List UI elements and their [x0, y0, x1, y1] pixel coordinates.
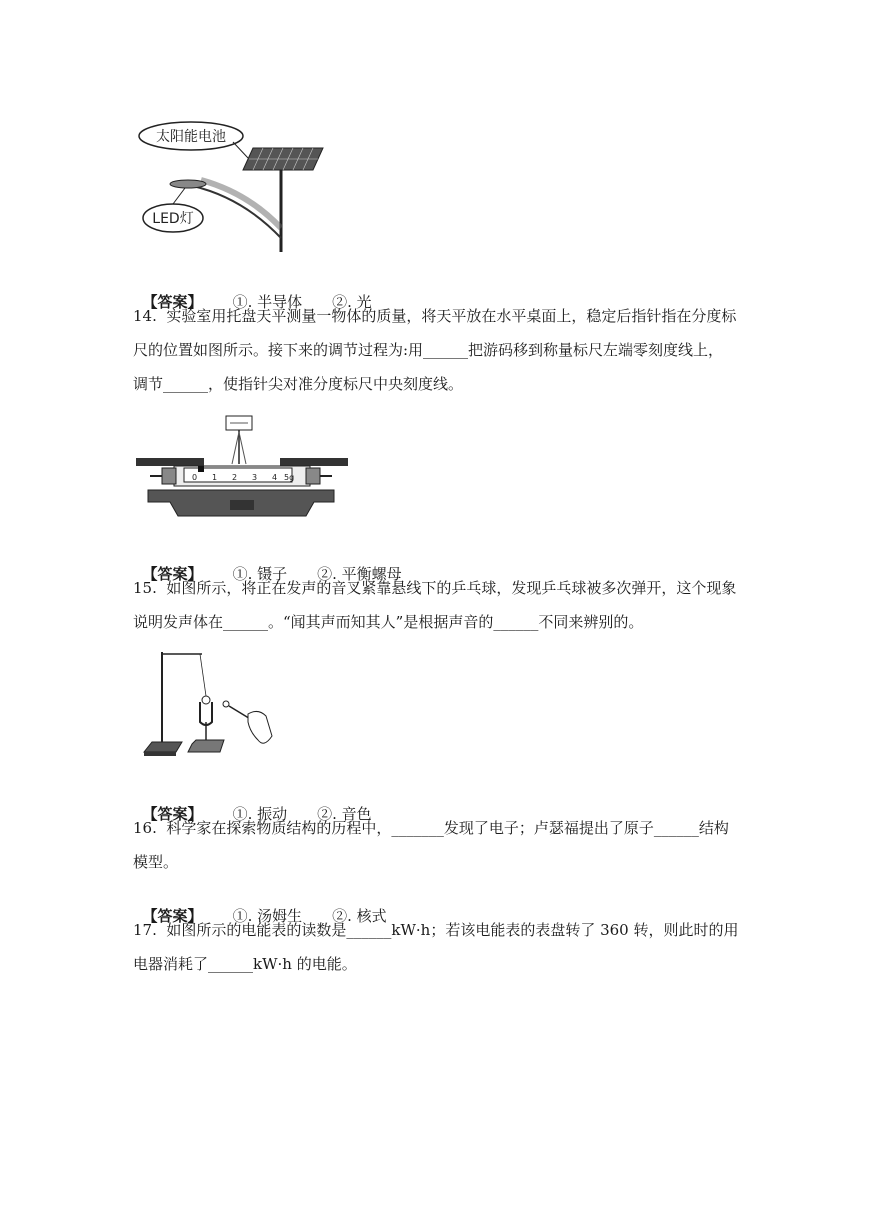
scale-tick: 0	[192, 473, 198, 482]
q14-line-1: 14. 实验室用托盘天平测量一物体的质量，将天平放在水平桌面上，稳定后指针指在分度标	[133, 307, 737, 325]
q17-line-1: 17. 如图所示的电能表的读数是______kW·h；若该电能表的表盘转了 360 转，则此时的用	[133, 921, 739, 939]
answer-1: ①. 汤姆生	[232, 907, 303, 925]
scale-tick: 3	[252, 473, 258, 482]
q17-line-2: 电器消耗了______kW·h 的电能。	[133, 955, 357, 973]
solar-lamp-figure	[133, 118, 333, 256]
answer-1: ①. 镊子	[232, 565, 288, 583]
balance-figure	[134, 412, 350, 522]
answer-2: ②. 音色	[317, 805, 372, 823]
answer-2: ②. 光	[332, 293, 372, 311]
answer-tag: 【答案】	[142, 293, 203, 311]
answer-1: ①. 振动	[232, 805, 288, 823]
answer-2: ②. 核式	[332, 907, 387, 925]
solar-panel-label: 太阳能电池	[156, 129, 226, 145]
answer-2: ②. 平衡螺母	[317, 565, 402, 583]
led-lamp-label: LED灯	[152, 211, 194, 227]
q15-line-1: 15. 如图所示，将正在发声的音叉紧靠悬线下的乒乓球，发现乒乓球被多次弹开，这个现象	[133, 579, 737, 597]
scale-tick: 2	[232, 473, 238, 482]
answer-tag: 【答案】	[142, 565, 203, 583]
q16-line-1: 16. 科学家在探索物质结构的历程中，_______发现了电子；卢瑟福提出了原子______结构	[133, 819, 729, 837]
answer-tag: 【答案】	[142, 805, 203, 823]
scale-tick: 4	[272, 473, 278, 482]
answer-tag: 【答案】	[142, 907, 203, 925]
q15-line-2: 说明发声体在______。“闻其声而知其人”是根据声音的______不同来辨别的。	[133, 613, 644, 631]
tuning-fork-figure	[140, 648, 280, 760]
scale-tick: 1	[212, 473, 218, 482]
q14-line-2: 尺的位置如图所示。接下来的调节过程为:用______把游码移到称量标尺左端零刻度线上，	[133, 341, 724, 359]
scale-tick: 5g	[284, 473, 295, 482]
answer-1: ①. 半导体	[232, 293, 303, 311]
q14-line-3: 调节______，使指针尖对准分度标尺中央刻度线。	[133, 375, 464, 393]
q16-line-2: 模型。	[133, 853, 179, 871]
